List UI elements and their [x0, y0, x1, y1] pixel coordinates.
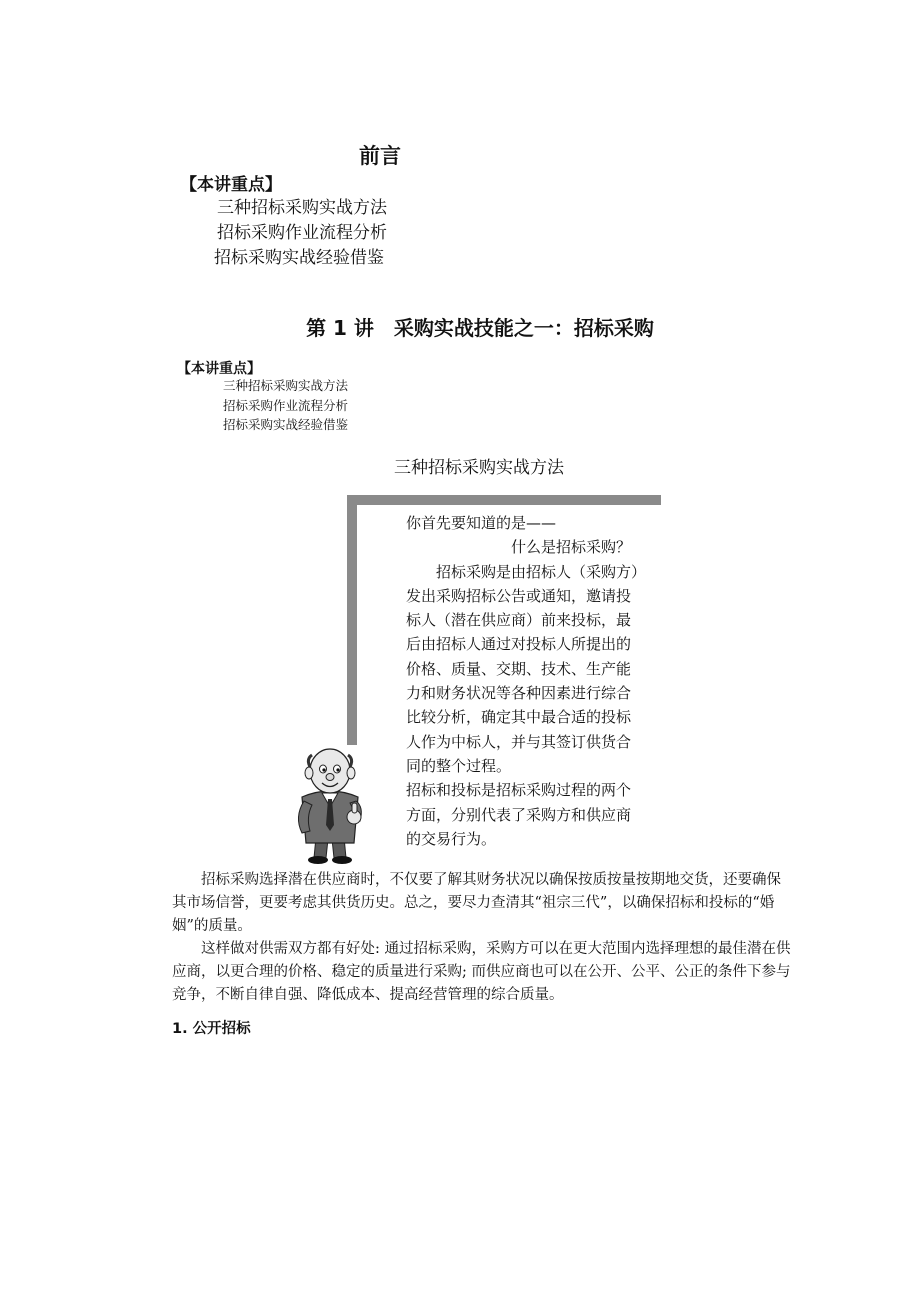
callout-line: 标人（潜在供应商）前来投标，最	[406, 611, 632, 630]
lecture-key-point-2: 招标采购作业流程分析	[223, 398, 349, 413]
callout-line: 价格、质量、交期、技术、生产能	[406, 659, 632, 678]
subsection-heading-open-tender: 1. 公开招标	[172, 1021, 251, 1037]
preface-key-points-label: 【本讲重点】	[180, 175, 282, 195]
callout-line: 方面，分别代表了采购方和供应商	[406, 805, 632, 824]
businessman-cartoon-icon	[280, 745, 390, 865]
section-title: 三种招标采购实战方法	[394, 458, 564, 478]
lecture-key-point-3: 招标采购实战经验借鉴	[223, 417, 349, 432]
callout-line: 招标采购是由招标人（采购方）	[436, 562, 647, 581]
callout-line: 人作为中标人，并与其签订供货合	[406, 732, 632, 751]
lecture-key-points-label: 【本讲重点】	[177, 361, 261, 377]
callout-text	[406, 511, 646, 851]
callout-frame-left	[347, 495, 357, 745]
callout-line: 比较分析，确定其中最合适的投标	[406, 708, 632, 727]
callout-line: 招标和投标是招标采购过程的两个	[406, 781, 632, 800]
callout-question: 什么是招标采购？	[511, 538, 632, 557]
preface-key-point-3: 招标采购实战经验借鉴	[214, 248, 384, 268]
callout-line: 的交易行为。	[406, 829, 497, 848]
callout-line: 同的整个过程。	[406, 756, 512, 775]
paragraph-2: 这样做对供需双方都有好处: 通过招标采购，采购方可以在更大范围内选择理想的最佳潜在供应商，以更合理的价格、稳定的质量进行采购; 而供应商也可以在公开、公平、公正的条件下参与竞争，不断自律自强、降低成本、提高经营管理的综合质量。	[172, 941, 791, 1003]
preface-title: 前言	[359, 144, 401, 168]
callout-line: 力和财务状况等各种因素进行综合	[406, 684, 632, 703]
preface-key-point-2: 招标采购作业流程分析	[217, 223, 387, 243]
lecture-title: 第 1 讲 采购实战技能之一：招标采购	[306, 316, 654, 340]
paragraph-1: 招标采购选择潜在供应商时，不仅要了解其财务状况以确保按质按量按期地交货，还要确保其市场信誉，更要考虑其供货历史。总之，要尽力查清其“祖宗三代”，以确保招标和投标的“婚姻”的质量。	[172, 872, 781, 934]
callout-line: 后由招标人通过对投标人所提出的	[406, 635, 632, 654]
callout-line: 你首先要知道的是——	[406, 514, 557, 532]
callout-frame-top	[347, 495, 661, 505]
lecture-key-point-1: 三种招标采购实战方法	[223, 378, 349, 393]
callout-line: 发出采购招标公告或通知，邀请投	[406, 586, 632, 605]
preface-key-point-1: 三种招标采购实战方法	[217, 198, 387, 218]
